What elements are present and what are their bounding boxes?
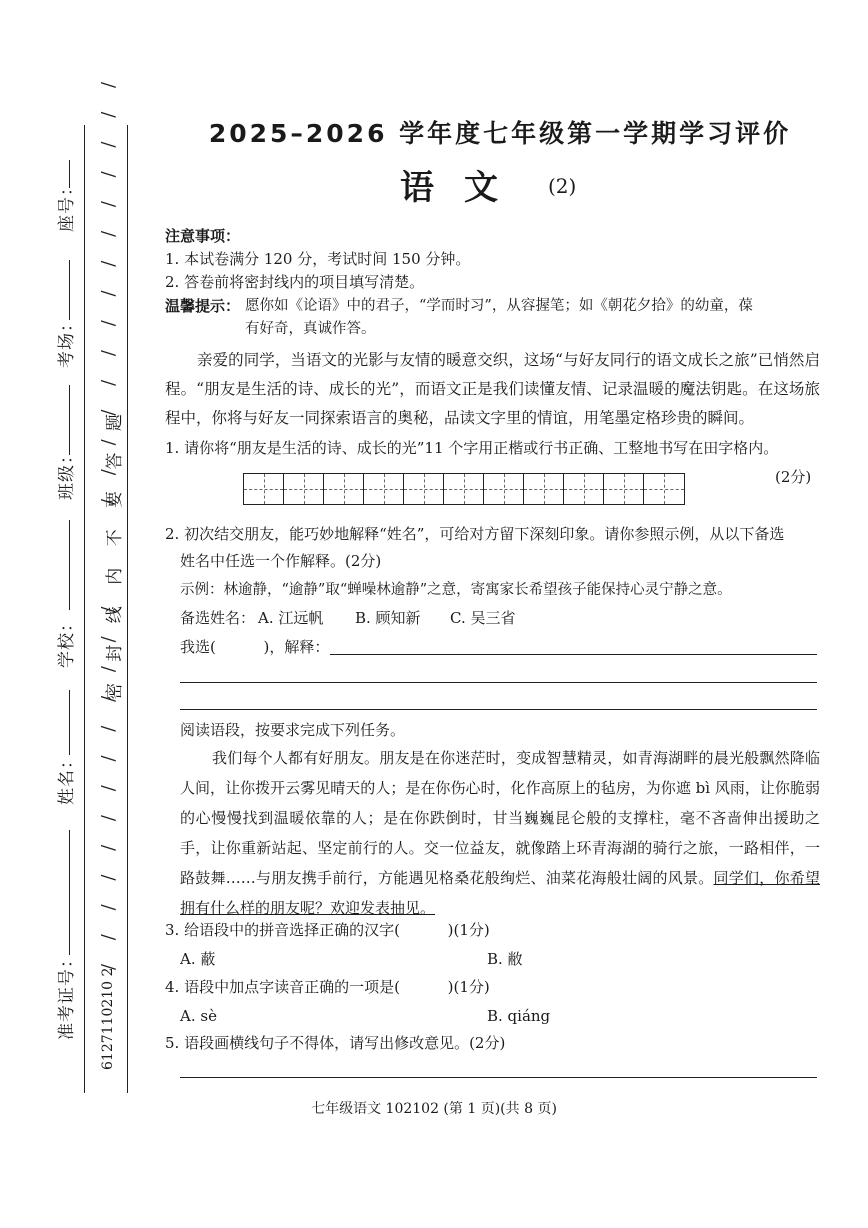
seal-slashes-bottom: / / / / / / / / / / / / / (98, 597, 119, 970)
exam-title: 2025–2026 学年度七年级第一学期学习评价 (208, 119, 792, 148)
question-2-line-1: 2. 初次结交朋友，能巧妙地解释“姓名”，可给对方留下深刻印象。请你参照示例，从以下备选 (165, 525, 785, 543)
grid-cell[interactable] (564, 474, 604, 504)
class-blank[interactable] (69, 385, 70, 455)
question-3: 3. 给语段中的拼音选择正确的汉字( )(1分) (165, 921, 490, 939)
option-b: B. 顾知新 (355, 609, 421, 627)
intro-paragraph: 亲爱的同学，当语文的光影与友情的暖意交织，这场“与好友同行的语文成长之旅”已悄然启程。“朋友是生活的诗、成长的光”，而语文正是我们读懂友情、记录温暖的魔法钥匙。在这场旅程中，你将与好友一同探索语言的奥秘，品读文字里的情谊，用笔墨定格珍贵的瞬间。 (165, 351, 820, 427)
grid-cell[interactable] (364, 474, 404, 504)
binding-line-outer (84, 125, 85, 1093)
name-label: 姓名： (57, 751, 77, 805)
question-4-option-b: B. qiáng (487, 1007, 551, 1025)
option-a: A. 江远帆 (258, 609, 324, 627)
answer-line-3[interactable] (180, 709, 817, 710)
question-1: 1. 请你将“朋友是生活的诗、成长的光”11 个字用正楷或行书正确、工整地书写在田字格内。 (165, 439, 779, 457)
question-2-line-2: 姓名中任选一个作解释。(2分) (180, 552, 382, 570)
tip-line-1: 愿你如《论语》中的君子，“学而时习”，从容握笔；如《朝花夕拾》的幼童，葆 (245, 298, 753, 314)
seal-notice: 密 封 线 内 不 要 答 题 (105, 406, 125, 700)
answer-line-q5[interactable] (180, 1077, 817, 1078)
grid-cell[interactable] (444, 474, 484, 504)
grid-cell[interactable] (404, 474, 444, 504)
answer-line-2[interactable] (180, 682, 817, 683)
binding-line-inner (127, 125, 128, 1093)
question-3-option-a: A. 蔽 (180, 950, 216, 968)
name-blank[interactable] (69, 690, 70, 755)
grid-cell[interactable] (324, 474, 364, 504)
grid-cell[interactable] (284, 474, 324, 504)
subject-title: 语文 (400, 168, 528, 208)
question-4: 4. 语段中加点字读音正确的一项是( )(1分) (165, 978, 490, 996)
notes-item-2: 2. 答卷前将密封线内的项目填写清楚。 (165, 273, 425, 291)
option-c: C. 吴三省 (450, 609, 516, 627)
grid-cell[interactable] (524, 474, 564, 504)
school-label: 学校： (57, 614, 77, 668)
notes-heading: 注意事项： (165, 227, 241, 245)
grid-cell[interactable] (604, 474, 644, 504)
grid-cell[interactable] (644, 474, 684, 504)
tip-label: 温馨提示： (165, 297, 241, 315)
ticket-code: 6127110210 2 (100, 967, 116, 1070)
answer-line-1[interactable] (330, 654, 817, 655)
page-footer: 七年级语文 102102 (第 1 页)(共 8 页) (311, 1101, 557, 1117)
exam-room-blank[interactable] (69, 260, 70, 320)
options-label: 备选姓名： (180, 609, 256, 627)
reading-passage (180, 743, 820, 923)
seat-label: 座号： (57, 178, 77, 232)
class-label: 班级： (57, 446, 77, 500)
paper-number: (2) (548, 174, 577, 198)
passage-main: 我们每个人都有好朋友。朋友是在你迷茫时，变成智慧精灵，如青海湖畔的晨光般飘然降临人间，让你拨开云雾见晴天的人；是在你伤心时，化作高原上的毡房，为你遮 bì 风雨，让你脆弱的心慢慢找到温暖依靠的人；是在你跌倒时，甘当巍巍昆仑般的支撑柱，毫不吝啬伸出援助之手，让你重新站起、坚定前行的人。交一位益友，就像踏上环青海湖的骑行之旅，一路相伴，一路鼓舞……与朋友携手前行，方能遇见格桑花般绚烂、油菜花海般壮阔的风景。 (180, 749, 820, 887)
passage-underlined: 同学们，你希望拥有什么样的朋友呢？欢迎发表抽见。 (180, 869, 820, 917)
answer-prefix: 我选( )，解释： (180, 638, 330, 656)
tip-line-2: 有好奇，真诚作答。 (245, 321, 376, 337)
question-4-option-a: A. sè (180, 1007, 217, 1025)
ticket-label: 准考证号： (57, 950, 77, 1040)
tianzige-grid[interactable] (243, 473, 685, 505)
exam-room-label: 考场： (57, 314, 77, 368)
question-1-score: (2分) (775, 468, 812, 486)
reading-instruction: 阅读语段，按要求完成下列任务。 (180, 721, 406, 739)
ticket-blank[interactable] (69, 830, 70, 955)
question-3-option-b: B. 敝 (487, 950, 523, 968)
school-blank[interactable] (69, 520, 70, 610)
seal-slashes-top: / / / / / / / / / / / / / / / (98, 72, 119, 505)
question-2-example: 示例：林逾静，“逾静”取“蝉噪林逾静”之意，寄寓家长希望孩子能保持心灵宁静之意。 (180, 582, 732, 598)
seat-blank[interactable] (69, 160, 70, 188)
grid-cell[interactable] (484, 474, 524, 504)
notes-item-1: 1. 本试卷满分 120 分，考试时间 150 分钟。 (165, 250, 471, 268)
grid-cell[interactable] (244, 474, 284, 504)
question-5: 5. 语段画横线句子不得体，请写出修改意见。(2分) (165, 1034, 506, 1052)
